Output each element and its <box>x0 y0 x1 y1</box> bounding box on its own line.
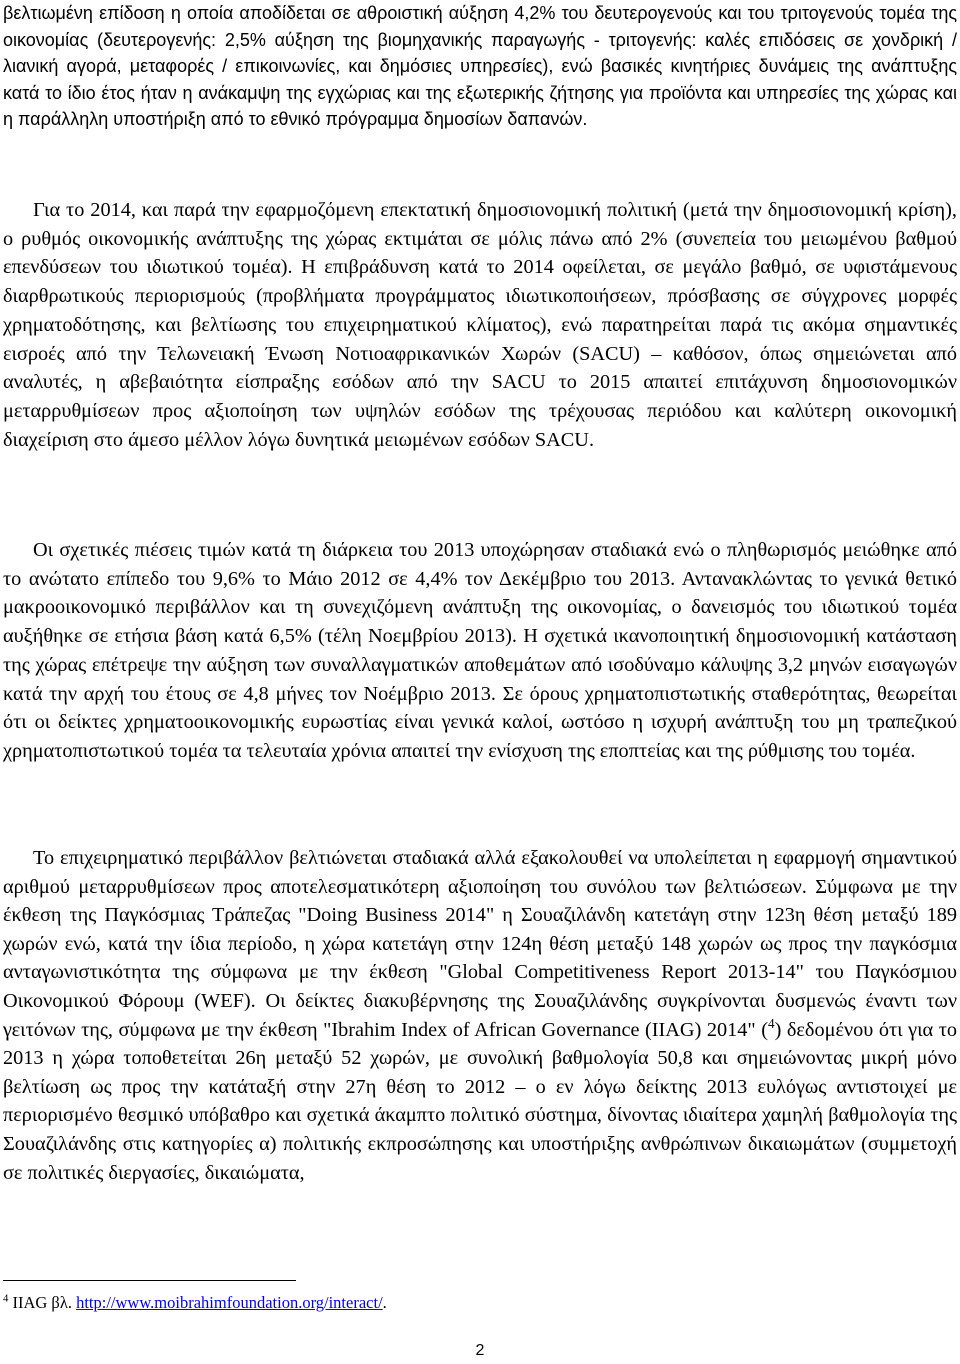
footnote-link[interactable]: http://www.moibrahimfoundation.org/interact/ <box>76 1293 383 1312</box>
footnote-text: IIAG βλ. <box>8 1293 77 1312</box>
paragraph-economic-growth: βελτιωμένη επίδοση η οποία αποδίδεται σε αθροιστική αύξηση 4,2% του δευτερογενούς και του τριτογενούς τομέα της οικονομίας (δευτερογενής: 2,5% αύξηση της βιομηχανικής παραγωγής - τριτογενής: καλές επιδόσεις σε χονδρική / λιανική αγορά, μεταφορές / επικοινωνίες, και δημόσιες υπηρεσίες), ενώ βασικές κινητήριες δυνάμεις της ανάπτυξης κατά το ίδιο έτος ήταν η ανάκαμψη της εγχώριας και της εξωτερικής ζήτησης για προϊόντα και υπηρεσίες της χώρας και η παράλληλη υποστήριξη από το εθνικό πρόγραμμα δημοσίων δαπανών. <box>3 3 957 129</box>
paragraph-text-before-footnote: Το επιχειρηματικό περιβάλλον βελτιώνεται σταδιακά αλλά εξακολουθεί να υπολείπεται η εφαρμογή σημαντικού αριθμού μεταρρυθμίσεων προς αποτελεσματικότερη αξιοποίηση του συνόλου των βελτιώσεων. Σύμφωνα με την έκθεση της Παγκόσμιας Τράπεζας "Doing Business 2014" η Σουαζιλάνδη κατετάγη στην 123η θέση μεταξύ 189 χωρών ενώ, κατά την ίδια περίοδο, η χώρα κατετάγη στην 124η θέση μεταξύ 148 χωρών ως προς την παγκόσμια ανταγωνιστικότητα της σύμφωνα με την έκθεση "Global Competitiveness Report 2013-14" του Παγκόσμιου Οικονομικού Φόρουμ (WEF). Οι δείκτες διακυβέρνησης της Σουαζιλάνδης συγκρίνονται δυσμενώς έναντι των γειτόνων της, σύμφωνα με την έκθεση "Ibrahim Index of African Governance (IIAG) 2014" ( <box>3 847 957 1041</box>
footnote-end: . <box>382 1293 387 1312</box>
footnote-separator <box>3 1280 296 1281</box>
paragraph-fiscal-policy-2014: Για το 2014, και παρά την εφαρμοζόμενη επεκτατική δημοσιονομική πολιτική (μετά την δημοσιονομική κρίση), ο ρυθμός οικονομικής ανάπτυξης της χώρας εκτιμάται σε μόλις πάνω από 2% (συνεπεία του μειωμένου βαθμού επενδύσεων του ιδιωτικού τομέα). Η επιβράδυνση κατά το 2014 οφείλεται, σε μεγάλο βαθμό, σε υφιστάμενους διαρθρωτικούς περιορισμούς (προβλήματα προγράμματος ιδιωτικοποιήσεων, πρόσβασης σε σύγχρονες μορφές χρηματοδότησης, και βελτίωσης του επιχειρηματικού κλίματος), ενώ παρατηρείται παρά τις ακόμα σημαντικές εισροές από την Τελωνειακή Ένωση Νοτιοαφρικανικών Χωρών (SACU) – καθόσον, όπως σημειώνεται από αναλυτές, η αβεβαιότητα είσπραξης εσόδων από την SACU το 2015 απαιτεί επιτάχυνση δημοσιονομικών μεταρρυθμίσεων προς αξιοποίηση των υψηλών εσόδων της τρέχουσας περιόδου και καλύτερη οικονομική διαχείριση στο άμεσο μέλλον λόγω δυνητικά μειωμένων εσόδων SACU. <box>3 199 957 451</box>
footnote-reference[interactable]: 4 <box>767 1015 775 1031</box>
page-number: 2 <box>475 1342 485 1359</box>
paragraph-inflation-prices: Οι σχετικές πιέσεις τιμών κατά τη διάρκεια του 2013 υποχώρησαν σταδιακά ενώ ο πληθωρισμός μειώθηκε από το ανώτατο επίπεδο του 9,6% το Μάιο 2012 σε 4,4% τον Δεκέμβριο του 2013. Αντανακλώντας το γενικά θετικό μακροοικονομικό περιβάλλον και τη συνεχιζόμενη ανάπτυξη της οικονομίας, ο δανεισμός του ιδιωτικού τομέα αυξήθηκε σε ετήσια βάση κατά 6,5% (τέλη Νοεμβρίου 2013). Η σχετικά ικανοποιητική δημοσιονομική κατάσταση της χώρας επέτρεψε την αύξηση των συναλλαγματικών αποθεμάτων από ισοδύναμο κάλυψης 3,2 μηνών εισαγωγών κατά την αρχή του έτους σε 4,8 μήνες τον Νοέμβριο 2013. Σε όρους χρηματοπιστωτικής σταθερότητας, θεωρείται ότι οι δείκτες χρηματοοικονομικής ευρωστίας είναι γενικά καλοί, ωστόσο η ισχυρή ανάπτυξη του μη τραπεζικού χρηματοπιστωτικού τομέα τα τελευταία χρόνια απαιτεί την ενίσχυση της εποπτείας και της ρύθμισης του τομέα. <box>3 539 957 762</box>
paragraph-text-after-footnote: ) δεδομένου ότι για το 2013 η χώρα τοποθετείται 26η μεταξύ 52 χωρών, με συνολική βαθμολογία 50,8 και σημειώνοντας μικρή μόνο βελτίωση ως προς την κατάταξή στην 27η θέση το 2012 – ο εν λόγω δείκτης 2013 ευλόγως αντιστοιχεί με περιορισμένο θεσμικό υπόβαθρο και σχετικά άκαμπτο πολιτικό σύστημα, δίνοντας ιδιαίτερα χαμηλή βαθμολογία της Σουαζιλάνδης στις κατηγορίες α) πολιτικής εκπροσώπησης και υποστήριξης ανθρώπινων δικαιωμάτων (συμμετοχή σε πολιτικές διεργασίες, δικαιώματα, <box>3 1018 957 1184</box>
footnote <box>3 1292 387 1314</box>
footnote-number: 4 <box>3 1292 9 1305</box>
paragraph-business-environment <box>3 844 957 1187</box>
